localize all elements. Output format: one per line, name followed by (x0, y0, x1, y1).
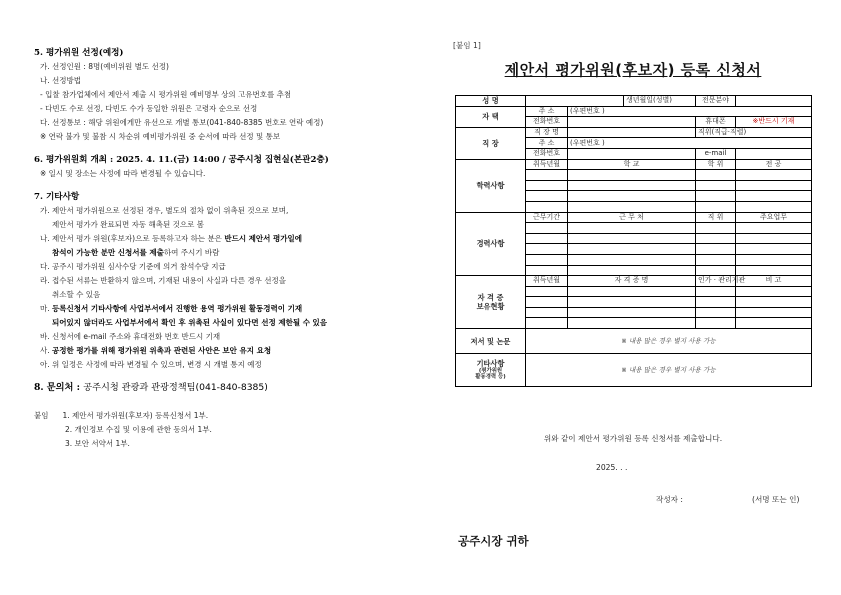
s7-ma-cont: 되어있지 않더라도 사업부서에서 확인 후 위촉된 사실이 있다면 선정 제한될 수 있음 (52, 318, 328, 327)
duty-header: 주요업무 (736, 212, 812, 223)
s7-a: 아. 위 일정은 사정에 따라 변경될 수 있으며, 변경 시 개별 통지 예정 (40, 360, 262, 369)
work-address-field[interactable]: (우편번호 ) (568, 138, 812, 149)
email-label: e-mail (696, 148, 736, 159)
employer-header: 근 무 처 (568, 212, 696, 223)
address-label: 주 소 (526, 106, 568, 117)
application-form-table (455, 95, 812, 387)
career-label: 경력사항 (456, 212, 526, 276)
papers-label: 저서 및 논문 (456, 329, 526, 354)
s7-ra: 라. 접수된 서류는 반환하지 않으며, 기재된 내용이 사실과 다른 경우 선정을 (40, 276, 286, 285)
etc-field[interactable]: ※ 내용 많은 경우 별지 사용 가능 (526, 354, 812, 387)
etc-label-sub1: (평가위원 (478, 367, 503, 374)
mobile-required-note: ※반드시 기재 (736, 117, 812, 128)
field-value[interactable] (736, 96, 812, 107)
section-7-heading: 7. 기타사항 (34, 192, 80, 202)
s7-sa-emphasis: 공정한 평가를 위해 평가위원 위촉과 관련된 사안은 보안 유지 요청 (52, 346, 272, 355)
s7-na-text-2: 하여 주시기 바람 (163, 248, 220, 257)
form-title: 제안서 평가위원(후보자) 등록 신청서 (504, 61, 762, 79)
s8-label: 8. 문의처 : (34, 382, 84, 393)
s7-na (34, 232, 406, 246)
etc-label (456, 354, 526, 387)
section-6-heading: 6. 평가위원회 개최 : 2025. 4. 11.(금) 14:00 / 공주시청 집현실(본관2층) (34, 155, 329, 165)
etc-label-sub2: 활동경력 등) (475, 374, 506, 381)
s7-ga: 가. 제안서 평가위원으로 선정된 경우, 별도의 절차 없이 위촉된 것으로 보며, (40, 206, 289, 215)
home-phone-field[interactable] (568, 117, 696, 128)
s7-na-emphasis-2: 참석이 가능한 분만 신청서를 제출 (52, 248, 164, 257)
position-header: 직 위 (696, 212, 736, 223)
work-address-label: 주 소 (526, 138, 568, 149)
position-rank-label: 직위(직급·직렬) (696, 127, 812, 138)
field-label: 전문분야 (696, 96, 736, 107)
work-phone-field[interactable] (568, 148, 696, 159)
home-address-field[interactable]: (우편번호 ) (568, 106, 812, 117)
license-label (456, 276, 526, 329)
license-year-header: 취득년월 (526, 276, 568, 287)
work-label: 직 장 (456, 127, 526, 159)
email-field[interactable] (736, 148, 812, 159)
signature-label: (서명 또는 인) (752, 495, 800, 504)
notice-body (34, 42, 406, 451)
mobile-label: 휴대폰 (696, 117, 736, 128)
name-field[interactable] (526, 96, 624, 107)
papers-field[interactable]: ※ 내용 많은 경우 별지 사용 가능 (526, 329, 812, 354)
s7-na-text: 나. 제안서 평가 위원(후보자)으로 등록하고자 하는 분은 (40, 234, 225, 243)
workplace-label: 직 장 명 (526, 127, 568, 138)
s7-da: 다. 공주시 평가위원 심사수당 기준에 의거 참석수당 지급 (40, 262, 226, 271)
s6-note: ※ 일시 및 장소는 사정에 따라 변경될 수 있습니다. (40, 169, 206, 178)
s5-line: 다. 선정통보 : 해당 위원에게만 유선으로 개별 통보(041-840-8385 번호로 연락 예정) (40, 118, 324, 127)
section-5-heading: 5. 평가위원 선정(예정) (34, 48, 124, 58)
s5-line: 나. 선정방법 (40, 76, 81, 85)
period-header: 근무기간 (526, 212, 568, 223)
s7-na-cont (34, 246, 406, 260)
attachment-item: 3. 보안 서약서 1부. (65, 439, 130, 448)
school-header: 학 교 (568, 159, 696, 170)
s5-line: - 다빈도 수로 선정, 다빈도 수가 동일한 위원은 고령자 순으로 선정 (40, 104, 258, 113)
s7-ra-cont: 취소할 수 있음 (52, 290, 101, 299)
s7-ga-cont: 제안서 평가가 완료되면 자동 해촉된 것으로 봄 (52, 220, 204, 229)
license-name-header: 자 격 증 명 (568, 276, 696, 287)
attachment-item: 2. 개인정보 수집 및 이용에 관한 동의서 1부. (65, 425, 212, 434)
s7-sa-prefix: 사. (40, 346, 53, 355)
home-label: 자 택 (456, 106, 526, 127)
degree-header: 학 위 (696, 159, 736, 170)
s5-line: 가. 선정인원 : 8명(예비위원 별도 선정) (40, 62, 169, 71)
education-label: 학력사항 (456, 159, 526, 212)
s7-ma (34, 302, 406, 316)
s7-ma-emphasis: 등록신청서 기타사항에 사업부서에서 진행한 용역 평가위원 활동경력이 기재 (52, 304, 303, 313)
edu-year-header: 취득년월 (526, 159, 568, 170)
section-8-heading (34, 381, 406, 395)
attachments-label: 붙임 (34, 411, 49, 420)
submit-statement: 위와 같이 제안서 평가위원 등록 신청서를 제출합니다. (543, 434, 723, 443)
license-label-line1: 자 격 증 (477, 293, 504, 303)
authority-header: 인가 · 관리기관 (696, 276, 736, 287)
attachment-item: 1. 제안서 평가위원(후보자) 등록신청서 1부. (62, 411, 209, 420)
attachments (34, 409, 406, 451)
workplace-field[interactable] (568, 127, 696, 138)
remarks-header: 비 고 (736, 276, 812, 287)
license-label-line2: 보유현황 (476, 302, 505, 312)
s7-na-emphasis: 반드시 제안서 평가일에 (224, 234, 302, 243)
major-header: 전 공 (736, 159, 812, 170)
s7-ba: 바. 신청서에 e-mail 주소와 휴대전화 번호 반드시 기재 (40, 332, 221, 341)
attachment-annotation: [붙임 1] (453, 41, 481, 50)
s8-contact: 공주시청 관광과 관광정책팀(041-840-8385) (83, 382, 268, 393)
name-label: 성 명 (456, 96, 526, 107)
birth-label: 생년월일(성별) (624, 96, 696, 107)
s5-line: ※ 연락 불가 및 불참 시 차순위 예비평가위원 중 순서에 따라 선정 및 통보 (40, 132, 281, 141)
s7-sa (34, 344, 406, 358)
author-label: 작성자 : (656, 495, 683, 504)
date-line: 2025. . . (596, 463, 628, 472)
phone-label: 전화번호 (526, 117, 568, 128)
etc-label-title: 기타사항 (476, 358, 505, 368)
s7-ma-prefix: 마. (40, 304, 53, 313)
work-phone-label: 전화번호 (526, 148, 568, 159)
application-form-header (453, 40, 813, 80)
recipient: 공주시장 귀하 (458, 534, 529, 548)
s5-line: - 입찰 참가업체에서 제안서 제출 시 평가위원 예비명부 상의 고유번호를 추첨 (40, 90, 292, 99)
